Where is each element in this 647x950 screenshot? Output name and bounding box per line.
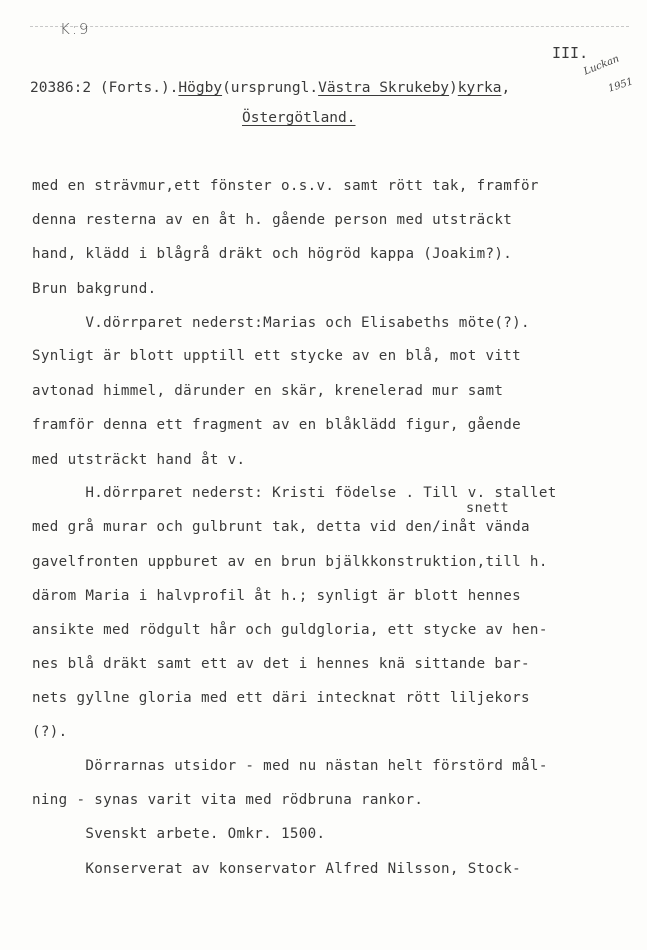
heading-paren-open: (ursprungl. [222, 80, 319, 96]
body-line: med grå murar och gulbrunt tak, detta vid den/inåt vända [32, 519, 530, 535]
body-line: därom Maria i halvprofil åt h.; synligt är blott hennes [32, 588, 522, 604]
body-line: V.dörrparet nederst:Marias och Elisabeths möte(?). [32, 315, 530, 331]
body-line: nes blå dräkt samt ett av det i hennes knä sittande bar- [32, 656, 530, 672]
heading-original-place: Västra Skrukeby [318, 80, 450, 96]
body-line: nets gyllne gloria med ett däri intecknat rött liljekors [32, 690, 530, 706]
body-line: Svenskt arbete. Omkr. 1500. [32, 826, 326, 842]
heading-place: Högby [178, 80, 223, 96]
handwritten-note-line1: Luckan [582, 53, 621, 78]
body-line: ning - synas varit vita med rödbruna rankor. [32, 792, 424, 808]
handwritten-archive-code: K:9 [60, 20, 91, 38]
body-line: Dörrarnas utsidor - med nu nästan helt förstörd mål- [32, 758, 548, 774]
body-line: Brun bakgrund. [32, 281, 157, 297]
body-line: med en strävmur,ett fönster o.s.v. samt rött tak, framför [32, 178, 539, 194]
body-line: avtonad himmel, därunder en skär, krenelerad mur samt [32, 383, 504, 399]
body-line: ansikte med rödgult hår och guldgloria, ett stycke av hen- [32, 622, 548, 638]
handwritten-note-line2: 1951 [606, 76, 635, 95]
body-line: hand, klädd i blågrå dräkt och högröd kappa (Joakim?). [32, 246, 513, 262]
page-number: III. [552, 44, 589, 62]
body-line: Synligt är blott upptill ett stycke av en blå, mot vitt [32, 348, 522, 364]
body-line: med utsträckt hand åt v. [32, 452, 246, 468]
body-line: Konserverat av konservator Alfred Nilsson, Stock- [32, 861, 522, 877]
body-line: gavelfronten uppburet av en brun bjälkkonstruktion,till h. [32, 554, 548, 570]
document-heading [30, 80, 510, 96]
body-line: framför denna ett fragment av en blåklädd figur, gående [32, 417, 522, 433]
body-line: denna resterna av en åt h. gående person med utsträckt [32, 212, 513, 228]
document-subheading: Östergötland. [242, 110, 356, 126]
heading-comma: , [501, 80, 511, 96]
heading-church: kyrka [457, 80, 502, 96]
heading-prefix: 20386:2 (Forts.). [30, 80, 179, 96]
top-rule [30, 26, 629, 27]
heading-paren-close: ) [449, 80, 458, 96]
insertion-above-line: snett [466, 500, 510, 516]
body-line: H.dörrparet nederst: Kristi födelse . Till v. stallet [32, 485, 557, 501]
body-line: (?). [32, 724, 68, 740]
